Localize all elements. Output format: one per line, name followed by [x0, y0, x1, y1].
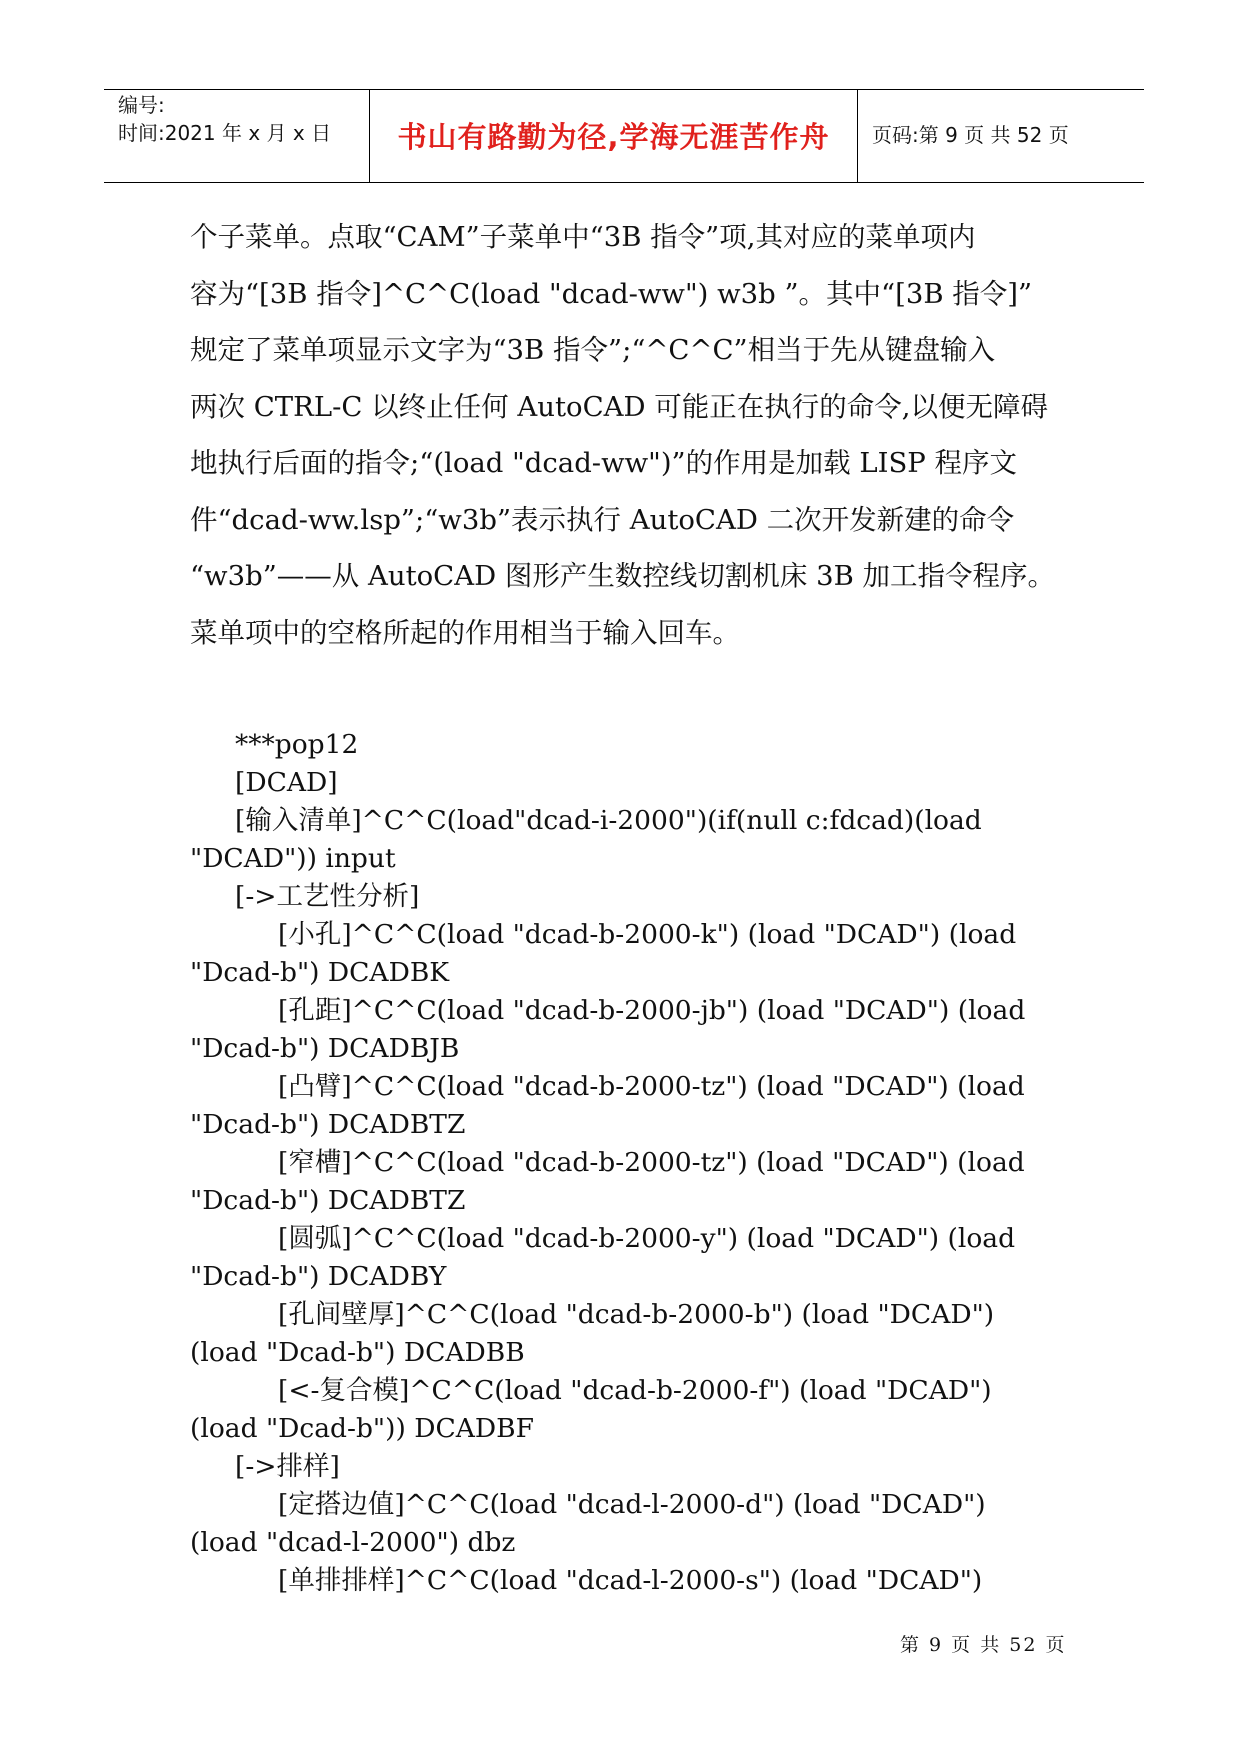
- body-line: “w3b”——从 AutoCAD 图形产生数控线切割机床 3B 加工指令程序。: [190, 560, 1056, 592]
- code-line: [定搭边值]^C^C(load "dcad-l-2000-d") (load "DCAD"): [278, 1489, 986, 1520]
- code-line: (load "Dcad-b")) DCADBF: [190, 1413, 534, 1444]
- code-line: "Dcad-b") DCADBTZ: [190, 1185, 466, 1216]
- code-line: "Dcad-b") DCADBK: [190, 957, 450, 988]
- code-line: [凸臂]^C^C(load "dcad-b-2000-tz") (load "DCAD") (load: [278, 1071, 1025, 1102]
- code-line: "DCAD")) input: [190, 843, 396, 874]
- header-number-label: 编号:: [118, 93, 165, 117]
- code-line: [输入清单]^C^C(load"dcad-i-2000")(if(null c:fdcad)(load: [235, 805, 982, 836]
- code-line: "Dcad-b") DCADBJB: [190, 1033, 460, 1064]
- document-header: [104, 89, 1144, 183]
- code-line: [单排排样]^C^C(load "dcad-l-2000-s") (load "DCAD"): [278, 1565, 983, 1596]
- code-line: "Dcad-b") DCADBY: [190, 1261, 447, 1292]
- header-motto: 书山有路勤为径,学海无涯苦作舟: [397, 120, 830, 154]
- code-line: ***pop12: [235, 729, 359, 760]
- body-line: 件“dcad-ww.lsp”;“w3b”表示执行 AutoCAD 二次开发新建的命令: [190, 503, 1015, 536]
- code-line: [->工艺性分析]: [235, 881, 420, 912]
- body-line: 规定了菜单项显示文字为“3B 指令”;“^C^C”相当于先从键盘输入: [190, 334, 996, 366]
- body-line: 个子菜单。点取“CAM”子菜单中“3B 指令”项,其对应的菜单项内: [190, 221, 976, 253]
- header-time-label: 时间:2021 年 x 月 x 日: [118, 121, 332, 145]
- header-divider-right: [857, 89, 858, 183]
- body-line: 容为“[3B 指令]^C^C(load "dcad-ww") w3b ”。其中“[3B 指令]”: [190, 277, 1033, 310]
- page-footer: 第 9 页 共 52 页: [900, 1634, 1067, 1656]
- menu-code-listing: [190, 726, 1070, 1600]
- header-bottom-rule: [104, 182, 1144, 183]
- code-line: [圆弧]^C^C(load "dcad-b-2000-y") (load "DCAD") (load: [278, 1223, 1016, 1254]
- body-line: 地执行后面的指令;“(load "dcad-ww")”的作用是加载 LISP 程序文: [190, 447, 1018, 479]
- code-line: [孔距]^C^C(load "dcad-b-2000-jb") (load "DCAD") (load: [278, 995, 1026, 1026]
- header-meta: [118, 91, 331, 147]
- body-line: 菜单项中的空格所起的作用相当于输入回车。: [190, 616, 740, 649]
- header-page-info: 页码:第 9 页 共 52 页: [872, 123, 1069, 147]
- code-line: [<-复合模]^C^C(load "dcad-b-2000-f") (load "DCAD"): [278, 1375, 992, 1406]
- body-paragraph: [190, 209, 1070, 661]
- code-line: (load "Dcad-b") DCADBB: [190, 1337, 525, 1368]
- code-line: [窄槽]^C^C(load "dcad-b-2000-tz") (load "DCAD") (load: [278, 1147, 1025, 1178]
- code-line: (load "dcad-l-2000") dbz: [190, 1527, 516, 1558]
- body-line: 两次 CTRL-C 以终止任何 AutoCAD 可能正在执行的命令,以便无障碍: [190, 390, 1049, 423]
- code-line: [孔间壁厚]^C^C(load "dcad-b-2000-b") (load "DCAD"): [278, 1299, 995, 1330]
- code-line: [小孔]^C^C(load "dcad-b-2000-k") (load "DCAD") (load: [278, 919, 1017, 950]
- header-top-rule: [104, 89, 1144, 90]
- code-line: [->排样]: [235, 1451, 340, 1482]
- code-line: [DCAD]: [235, 767, 338, 798]
- code-line: "Dcad-b") DCADBTZ: [190, 1109, 466, 1140]
